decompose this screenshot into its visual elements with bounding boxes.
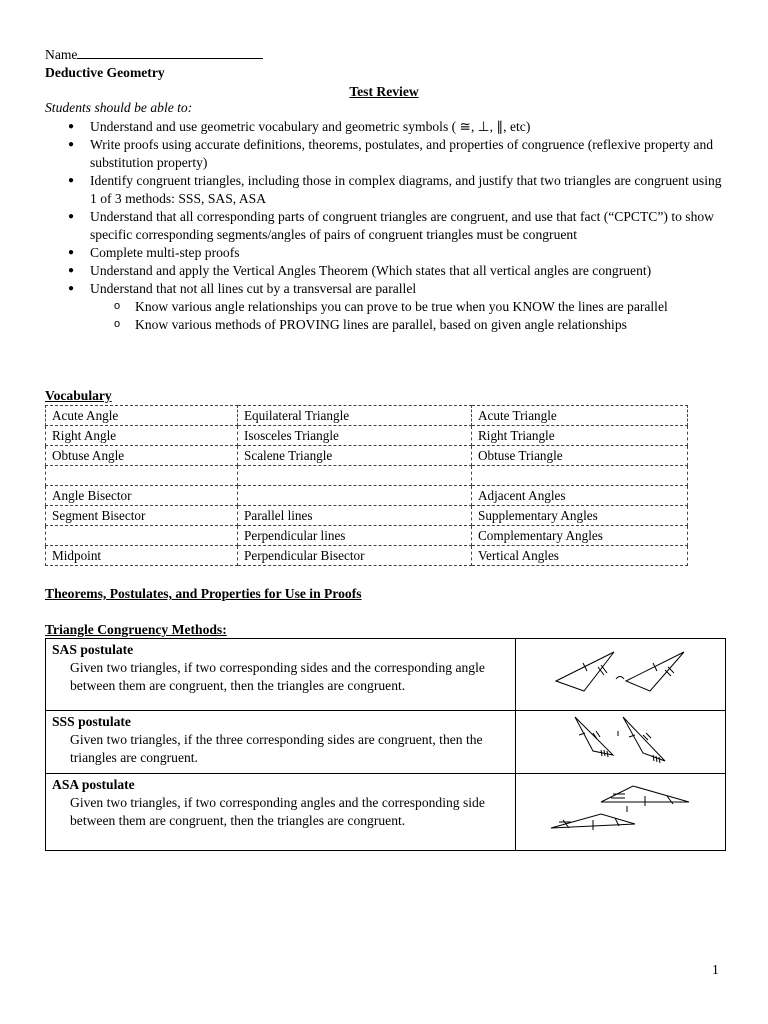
objectives-intro: Students should be able to: bbox=[45, 100, 193, 115]
congruency-heading: Triangle Congruency Methods: bbox=[45, 622, 227, 637]
name-line bbox=[45, 46, 263, 64]
method-name: SSS postulate bbox=[52, 714, 131, 729]
page-number: 1 bbox=[712, 962, 719, 977]
method-text-cell bbox=[46, 774, 516, 851]
objective-item: ● Understand and use geometric vocabulary and geometric symbols ( ≅, ⊥, ∥, etc) bbox=[68, 118, 728, 136]
objective-item: ● Understand that all corresponding parts of congruent triangles are congruent, and use that fact (“CPCTC”) to show specific corresponding segments/angles of pairs of congruent triangles must be congruent bbox=[68, 208, 728, 244]
method-row-sas bbox=[46, 639, 726, 711]
page-title: Test Review bbox=[349, 84, 419, 99]
tick-mark bbox=[659, 757, 660, 763]
tick-mark bbox=[596, 731, 600, 737]
vocabulary-cell bbox=[46, 466, 238, 486]
vocabulary-cell: Right Angle bbox=[46, 426, 238, 446]
objective-item: ● Understand and apply the Vertical Angles Theorem (Which states that all vertical angles are congruent) bbox=[68, 262, 728, 280]
vocabulary-cell: Complementary Angles bbox=[472, 526, 688, 546]
vocabulary-cell: Parallel lines bbox=[238, 506, 472, 526]
vocabulary-cell: Right Triangle bbox=[472, 426, 688, 446]
vocabulary-cell: Angle Bisector bbox=[46, 486, 238, 506]
vocabulary-row bbox=[46, 526, 688, 546]
method-row-sss bbox=[46, 711, 726, 774]
tick-mark bbox=[604, 750, 605, 756]
course-title: Deductive Geometry bbox=[45, 65, 165, 80]
objective-item-text: Understand that not all lines cut by a transversal are parallel bbox=[90, 281, 417, 296]
vocabulary-row bbox=[46, 466, 688, 486]
vocabulary-cell: Perpendicular Bisector bbox=[238, 546, 472, 566]
vocabulary-row bbox=[46, 546, 688, 566]
angle-arc bbox=[616, 677, 624, 680]
method-row-asa bbox=[46, 774, 726, 851]
vocabulary-cell: Adjacent Angles bbox=[472, 486, 688, 506]
vocabulary-cell bbox=[238, 486, 472, 506]
vocabulary-cell: Vertical Angles bbox=[472, 546, 688, 566]
vocabulary-cell: Equilateral Triangle bbox=[238, 406, 472, 426]
sss-triangle-left bbox=[575, 717, 613, 755]
vocabulary-row bbox=[46, 426, 688, 446]
method-description: Given two triangles, if two corresponding angles and the corresponding side between them are congruent, then the triangles are congruent. bbox=[70, 795, 485, 828]
vocabulary-cell bbox=[472, 466, 688, 486]
objective-item: ● Identify congruent triangles, including those in complex diagrams, and justify that two triangles are congruent using 1 of 3 methods: SSS, SAS, ASA bbox=[68, 172, 728, 208]
asa-figure-cell bbox=[516, 774, 726, 851]
objective-sublist bbox=[90, 298, 728, 334]
sss-triangle-right bbox=[623, 717, 665, 761]
vocabulary-cell: Obtuse Triangle bbox=[472, 446, 688, 466]
vocabulary-cell: Acute Angle bbox=[46, 406, 238, 426]
tick-mark bbox=[653, 755, 654, 761]
objective-subitem: o Know various angle relationships you can prove to be true when you KNOW the lines are parallel bbox=[90, 298, 728, 316]
objective-item: ● Write proofs using accurate definitions, theorems, postulates, and properties of congruence (reflexive property and substitution property) bbox=[68, 136, 728, 172]
vocabulary-cell: Segment Bisector bbox=[46, 506, 238, 526]
tick-mark bbox=[601, 750, 602, 756]
vocabulary-cell: Isosceles Triangle bbox=[238, 426, 472, 446]
method-text-cell bbox=[46, 711, 516, 774]
tick-mark bbox=[656, 756, 657, 762]
vocabulary-table bbox=[45, 405, 688, 566]
asa-triangles-figure bbox=[549, 784, 693, 836]
sas-triangle-right bbox=[626, 652, 684, 691]
objective-subitem: o Know various methods of PROVING lines are parallel, based on given angle relationships bbox=[90, 316, 728, 334]
vocabulary-cell: Supplementary Angles bbox=[472, 506, 688, 526]
vocabulary-row bbox=[46, 446, 688, 466]
vocabulary-cell: Acute Triangle bbox=[472, 406, 688, 426]
vocabulary-row bbox=[46, 406, 688, 426]
method-description: Given two triangles, if two corresponding sides and the corresponding angle between them are congruent, then the triangles are congruent. bbox=[70, 660, 485, 693]
sas-figure-cell bbox=[516, 639, 726, 711]
sss-triangles-figure bbox=[571, 715, 671, 765]
objectives-list bbox=[68, 118, 728, 334]
sas-triangles-figure bbox=[554, 649, 688, 695]
name-label: Name bbox=[45, 47, 78, 62]
method-text-cell bbox=[46, 639, 516, 711]
tick-mark bbox=[607, 751, 608, 757]
method-description: Given two triangles, if the three corresponding sides are congruent, then the triangles are congruent. bbox=[70, 732, 483, 765]
vocabulary-cell: Obtuse Angle bbox=[46, 446, 238, 466]
vocabulary-cell: Perpendicular lines bbox=[238, 526, 472, 546]
theorems-heading: Theorems, Postulates, and Properties for Use in Proofs bbox=[45, 586, 362, 601]
vocabulary-cell: Midpoint bbox=[46, 546, 238, 566]
objective-item bbox=[68, 280, 728, 334]
objective-item: ● Complete multi-step proofs bbox=[68, 244, 728, 262]
method-name: ASA postulate bbox=[52, 777, 135, 792]
tick-mark bbox=[646, 733, 651, 738]
congruency-table bbox=[45, 638, 726, 851]
vocabulary-cell: Scalene Triangle bbox=[238, 446, 472, 466]
vocabulary-cell bbox=[46, 526, 238, 546]
vocabulary-cell bbox=[238, 466, 472, 486]
vocabulary-row bbox=[46, 506, 688, 526]
name-blank bbox=[77, 46, 263, 59]
vocabulary-row bbox=[46, 486, 688, 506]
method-name: SAS postulate bbox=[52, 642, 134, 657]
sss-figure-cell bbox=[516, 711, 726, 774]
vocabulary-heading: Vocabulary bbox=[45, 388, 112, 403]
